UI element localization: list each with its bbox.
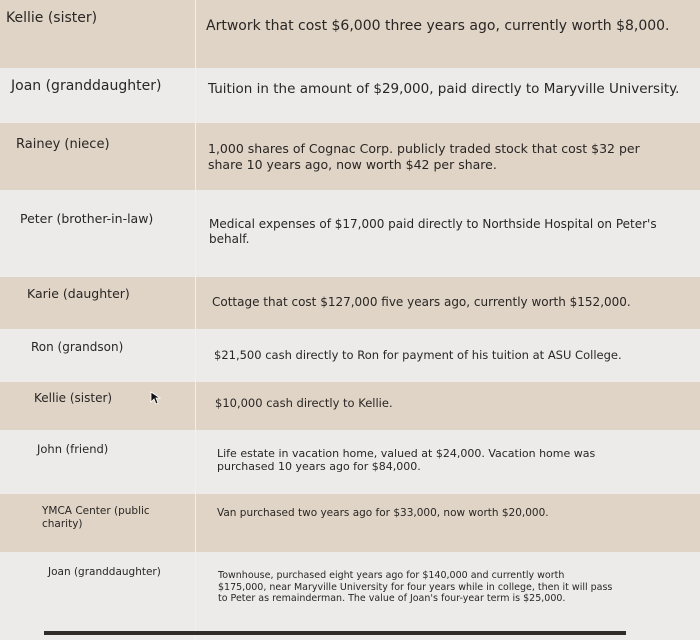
gift-text: Tuition in the amount of $29,000, paid directly to Maryville University. [208,81,680,97]
table-row [0,552,700,640]
recipient-text: Peter (brother-in-law) [20,211,154,226]
table-row [0,329,700,382]
recipient-text: Kellie (sister) [6,10,98,26]
recipient-text: Kellie (sister) [34,391,113,405]
gift-text: 1,000 shares of Cognac Corp. publicly traded stock that cost $32 per share 10 years ago, now worth $42 per share. [208,141,640,172]
recipient-text: Joan (granddaughter) [11,78,162,94]
recipient-text: Ron (grandson) [31,340,124,354]
gift-cell [196,382,700,430]
recipient-cell [0,68,196,123]
gift-text: $10,000 cash directly to Kellie. [215,396,393,410]
gift-text: Townhouse, purchased eight years ago for $140,000 and currently worth $175,000, near Maryville University for four years while in college, then it will pass to Peter as remainderman. The value of Joan's four-year term is $25,000. [218,570,613,605]
table-row [0,430,700,494]
recipient-text: Rainey (niece) [16,137,110,152]
gift-cell [196,329,700,382]
gift-cell [196,430,700,494]
gift-text: Life estate in vacation home, valued at $24,000. Vacation home was purchased 10 years ago for $84,000. [217,447,596,474]
gift-text: $21,500 cash directly to Ron for payment of his tuition at ASU College. [214,348,622,362]
gift-text: Medical expenses of $17,000 paid directly to Northside Hospital on Peter's behalf. [209,217,657,246]
recipient-cell [0,123,196,190]
recipient-text: Joan (granddaughter) [48,566,161,578]
gift-cell [196,0,700,68]
gift-cell [196,123,700,190]
recipient-cell [0,494,196,552]
table-row [0,123,700,190]
table-row [0,494,700,552]
table-row [0,0,700,68]
table-row [0,190,700,277]
recipient-cell [0,430,196,494]
table-row [0,382,700,430]
table-row [0,68,700,123]
table-bottom-rule [44,631,626,635]
gift-text: Artwork that cost $6,000 three years ago, currently worth $8,000. [206,18,670,34]
recipient-text: YMCA Center (public charity) [42,505,150,531]
recipient-text: John (friend) [37,442,109,456]
recipient-cell [0,277,196,329]
gift-cell [196,494,700,552]
gift-cell [196,68,700,123]
table-row [0,277,700,329]
recipient-cell [0,329,196,382]
recipient-text: Karie (daughter) [27,286,130,301]
mouse-cursor-icon [150,391,162,405]
recipient-cell [0,190,196,277]
recipient-cell [0,552,196,640]
gift-text: Van purchased two years ago for $33,000, now worth $20,000. [217,507,549,519]
gift-cell [196,552,700,640]
gift-text: Cottage that cost $127,000 five years ago, currently worth $152,000. [212,295,631,309]
recipient-cell [0,382,196,430]
gift-cell [196,190,700,277]
recipient-cell [0,0,196,68]
gift-cell [196,277,700,329]
